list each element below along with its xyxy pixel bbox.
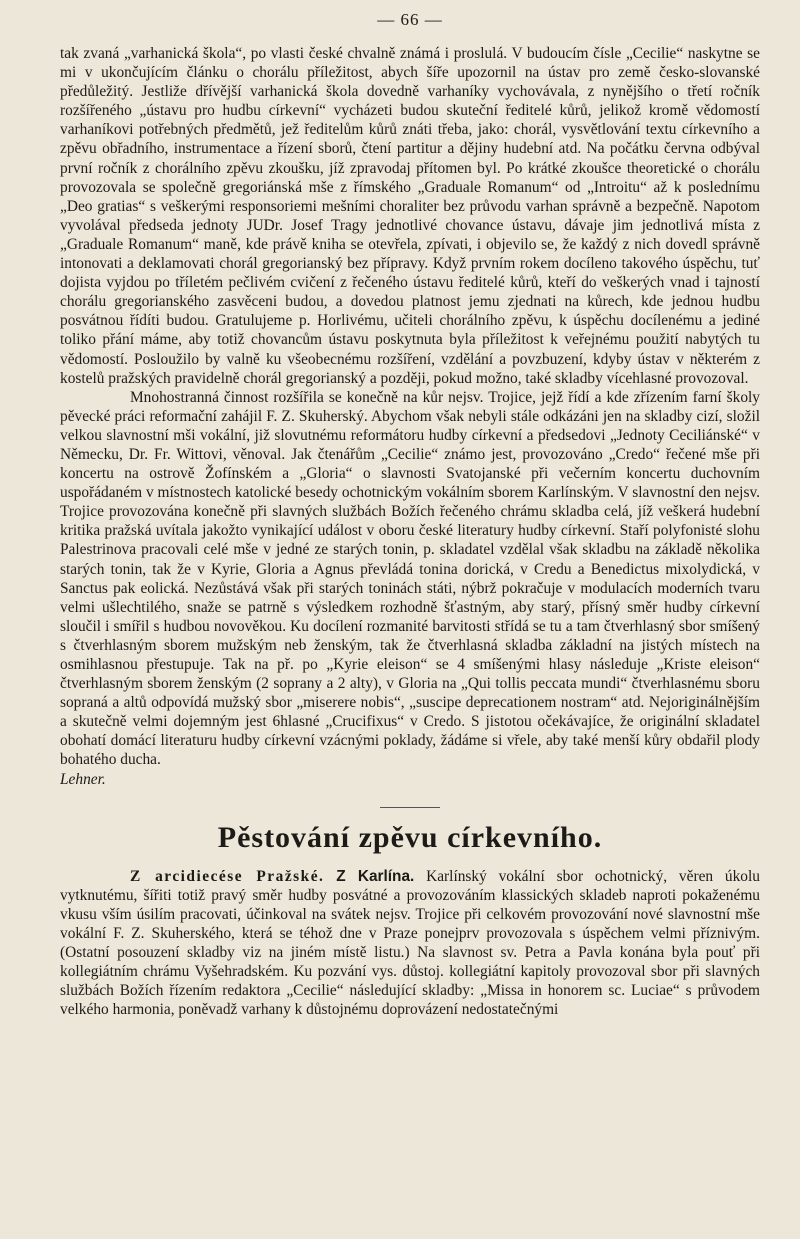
section-body xyxy=(60,867,760,1020)
article-paragraph: Mnohostranná činnost rozšířila se konečně na kůr nejsv. Trojice, jejž řídí a kde zřízením farní školy pěvecké práci reformační zahájil F. Z. Skuherský. Abychom však nebyli stále odkázáni jen na skladby cizí, složil velkou slavnostní mši vokální, již slovutnému reformátoru hudby církevní a předsedovi „Jednoty Ceciliánské“ v Německu, Dr. Fr. Wittovi, věnoval. Jak čtenářům „Cecilie“ známo jest, provozováno „Credo“ řečené mše při koncertu na ostrově Žofínském a „Gloria“ o slavnosti Svatojanské při večerním koncertu duchovním uspořádaném v místnostech katolické besedy ochotnickým vokálním sborem Karlínským. V slavnostní den nejsv. Trojice provozována konečně při slavných službách Božích řečeného chrámu skladba celá, jíž veškerá hudební kritika pražská uvítala jakožto vynikající událost v oboru české literatury hudby církevní. Staří polyfonisté slohu Palestrinova pracovali celé mše v jedné ze starých tonin, p. skladatel vzdělal však skladbu na základě několika starých tonin, tak že v Kyrie, Gloria a Agnus převládá tonina dorická, v Credu a Benedictus mixolydická, v Sanctus pak eolická. Nezůstává však při starých toninách státi, nýbrž pokračuje v modulacích moderních tvaru velmi ušlechtilého, snaže se patrně s výsledkem rozhodně šťastným, aby starý, přísný směr hudby církevní sloučil i smířil s hudbou novověkou. Ku docílení rozmanité barvitosti střídá se tu a tam čtverhlasný sbor smíšený s čtverhlasným sborem mužským neb ženským, tak že čtverhlasná skladba základní na jistých místech na osmihlasnou přestupuje. Tak na př. po „Kyrie eleison“ se 4 smíšenými hlasy následuje „Kriste eleison“ čtverhlasným sborem ženským (2 soprany a 2 alty), v Gloria na „Qui tollis peccata mundi“ čtverhlasnému sboru sopraná a altů odpovídá mužský sbor „miserere nobis“, „suscipe deprecationem nostram“ atd. Nejoriginálnějším a skutečně velmi dojemným jest 6hlasné „Crucifixus“ v Credo. S jistotou očekávajíce, že originální skladatel obohatí domácí literaturu hudby církevní vzácnými poklady, žádáme si vřele, aby také menší kůry obdařil plody bohatého ducha. xyxy=(60,388,760,769)
section-text: Karlínský vokální sbor ochotnický, věren úkolu vytknutému, šířiti totiž pravý směr hudby posvátné a provozováním klassických skladeb naproti pokaženému vkusu vším úsilím pracovati, účinkoval na svátek nejsv. Trojice při celkovém provozování nové slavnostní mše vokální F. Z. Skuherského, která se téhož dne v Praze ponejprv provozovala s úspěchem velmi příznivým. (Ostatní posouzení skladby viz na jiném místě listu.) Na slavnost sv. Petra a Pavla konána byla pouť při kollegiátním chrámu Vyšehradském. Ku pozvání vys. důstoj. kollegiátní kapitoly provozoval sbor při slavných službách Božích řízením redaktora „Cecilie“ následující skladby: „Missa in honorem sc. Luciae“ s průvodem velkého harmonia, poněvadž varhany k důstojnému doprovázení nedostatečnými xyxy=(60,867,760,1019)
author-signature: Lehner. xyxy=(60,770,106,788)
section-place: Z Karlína. xyxy=(336,867,415,885)
section-subheading: Z arcidiecése Pražské. xyxy=(130,867,325,885)
section-divider xyxy=(60,795,760,813)
article-body xyxy=(60,44,760,789)
page-number: — 66 — xyxy=(377,10,443,29)
article-paragraph: tak zvaná „varhanická škola“, po vlasti české chvalně známá i proslulá. V budoucím čísle „Cecilie“ naskytne se mi v ukončujícím článku o chorálu příležitost, abych šíře upozornil na ústav pro země česko-slovanské předůležitý. Jestliže dřívější varhanická škola dovedně varhaníky vychovávala, z nynějšího o třetí ročník rozšířeného „ústavu pro hudbu církevní“ vycházeti budou skuteční ředitelé kůrů, jelikož kromě vědomostí varhaníkovi potřebných předmětů, jež ředitelům kůrů znáti třeba, jako: chorál, vysvětlování textu církevního a zpěvu obřadního, instrumentace a řízení sborů, čtení partitur a dějiny hudební atd. Na počátku června odbýval první ročník z chorálního zpěvu zkoušku, jíž zpravodaj přítomen byl. Po krátké zkoušce theoretické o chorálu provozovala se společně gregoriánská mše z římského „Graduale Romanum“ od „Introitu“ až k poslednímu „Deo gratias“ s veškerými responsoriemi mešními choraliter bez průvodu varhan správně a bezpečně. Napotom vyvolával předseda jednoty JUDr. Josef Tragy jednotlivé chovance ústavu, dávaje jim jednotlivá místa z „Graduale Romanum“ maně, kde právě kniha se otevřela, zpívati, i objevilo se, že každý z nich dovedl správně intonovati a deklamovati chorál gregorianský bez přípravy. Když prvním rokem docíleno takového úspěchu, tuť dojista vyjdou po tříletém pečlivém cvičení z řečeného ústavu ředitelé kůrů, kteří do veškerých vnad i tajností chorálu gregorianského zasvěceni budou, a dovedou platnost jemu zjednati na kůrech, kde jednou hudbu posvátnou řídíti budou. Gratulujeme p. Horlivému, učiteli chorálního zpěvu, k úspěchu docílenému a jediné toliko přání máme, aby totiž chovancům ústavu poskytnuta byla příležitost k veřejnému použití nabytých tu vědomostí. Posloužilo by valně ku všeobecnému rozšíření, vzdělání a povzbuzení, kdyby ústav v některém z kostelů pražských pravidelně chorál gregorianský a později, pokud možno, také skladby vícehlasné provozoval. xyxy=(60,45,760,387)
section-title: Pěstování zpěvu církevního. xyxy=(217,820,603,854)
